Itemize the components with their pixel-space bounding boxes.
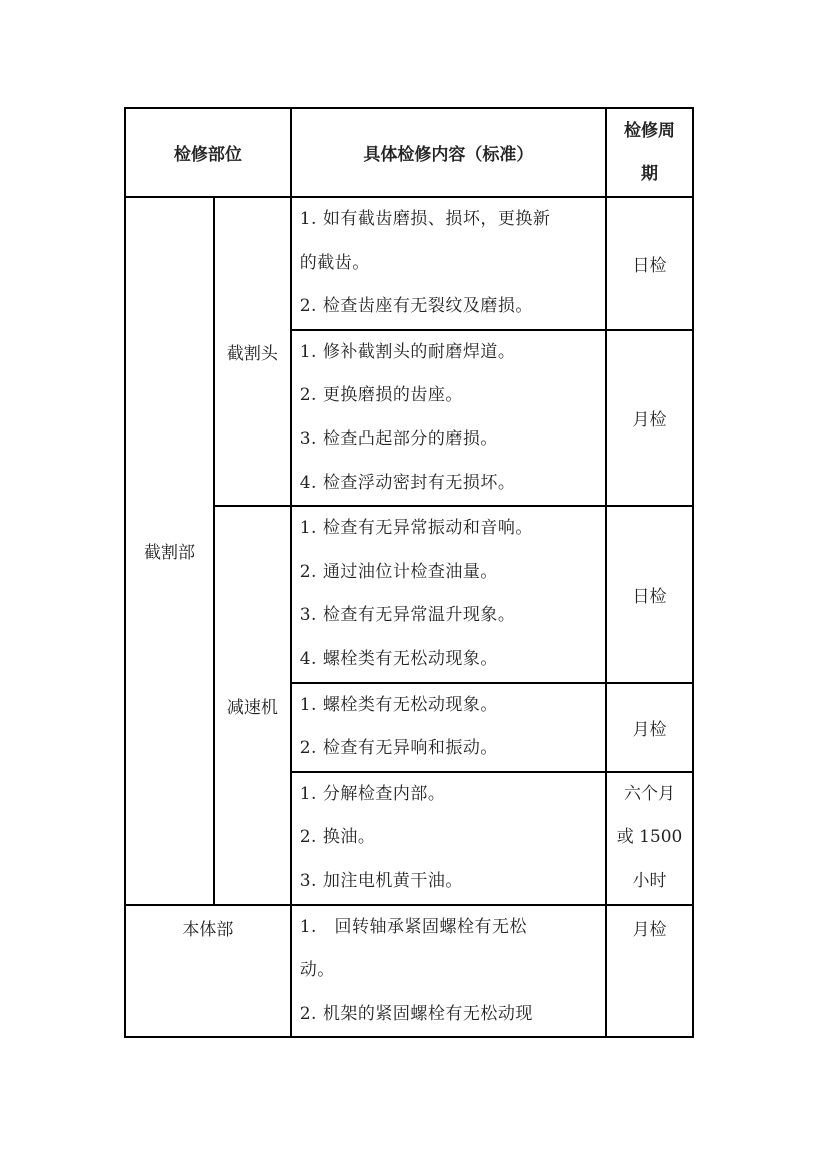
- period-line: 六个月: [624, 783, 676, 804]
- group-body: [125, 905, 291, 1038]
- group-cut: 截割部: [125, 197, 214, 905]
- content-cell: [291, 197, 606, 330]
- content-line: 1. 分解检查内部。: [299, 783, 446, 804]
- group-body-label: 本体部: [182, 919, 234, 940]
- content-line: 4. 螺栓类有无松动现象。: [299, 648, 498, 669]
- period-cell: 日检: [606, 197, 693, 330]
- maintenance-table: [124, 107, 694, 1038]
- header-content: 具体检修内容（标准）: [291, 108, 606, 197]
- subgroup-reducer: 减速机: [214, 506, 291, 904]
- header-period-line1: 检修周: [624, 120, 676, 141]
- period-label: 月检: [632, 919, 667, 940]
- content-line: 动。: [299, 960, 335, 981]
- content-line: 的截齿。: [299, 252, 370, 273]
- content-line: 2. 换油。: [299, 827, 376, 848]
- period-cell: 月检: [606, 330, 693, 506]
- header-row: [125, 108, 693, 197]
- content-cell: [291, 683, 606, 772]
- subgroup-head: 截割头: [214, 197, 291, 506]
- header-period-line2: 期: [641, 163, 659, 184]
- period-cell: [606, 772, 693, 905]
- content-line: 3. 检查凸起部分的磨损。: [299, 428, 498, 449]
- table-row: [125, 197, 693, 330]
- header-part: 检修部位: [125, 108, 291, 197]
- content-line: 4. 检查浮动密封有无损坏。: [299, 472, 516, 493]
- content-cell: [291, 330, 606, 506]
- content-line: 2. 机架的紧固螺栓有无松动现: [299, 1003, 533, 1024]
- period-cell: 月检: [606, 683, 693, 772]
- period-cell: [606, 905, 693, 1038]
- header-period: [606, 108, 693, 197]
- content-cell: [291, 772, 606, 905]
- period-line: 或 1500: [616, 827, 683, 848]
- table-row: [125, 905, 693, 1038]
- content-cell: [291, 905, 606, 1038]
- content-cell: [291, 506, 606, 682]
- content-line: 3. 检查有无异常温升现象。: [299, 605, 516, 626]
- content-line: 3. 加注电机黄干油。: [299, 870, 463, 891]
- content-line: 2. 通过油位计检查油量。: [299, 561, 498, 582]
- content-line: 1. 如有截齿磨损、损坏，更换新: [299, 209, 551, 229]
- content-line: 2. 检查有无异响和振动。: [299, 738, 498, 759]
- content-line: 2. 更换磨损的齿座。: [299, 385, 463, 406]
- content-line: 1. 螺栓类有无松动现象。: [299, 694, 498, 715]
- content-line: 2. 检查齿座有无裂纹及磨损。: [299, 296, 533, 317]
- content-line: 1. 检查有无异常振动和音响。: [299, 518, 533, 539]
- period-cell: 日检: [606, 506, 693, 682]
- content-line: 1. 回转轴承紧固螺栓有无松: [299, 916, 527, 937]
- period-line: 小时: [632, 870, 667, 891]
- content-line: 1. 修补截割头的耐磨焊道。: [299, 341, 516, 362]
